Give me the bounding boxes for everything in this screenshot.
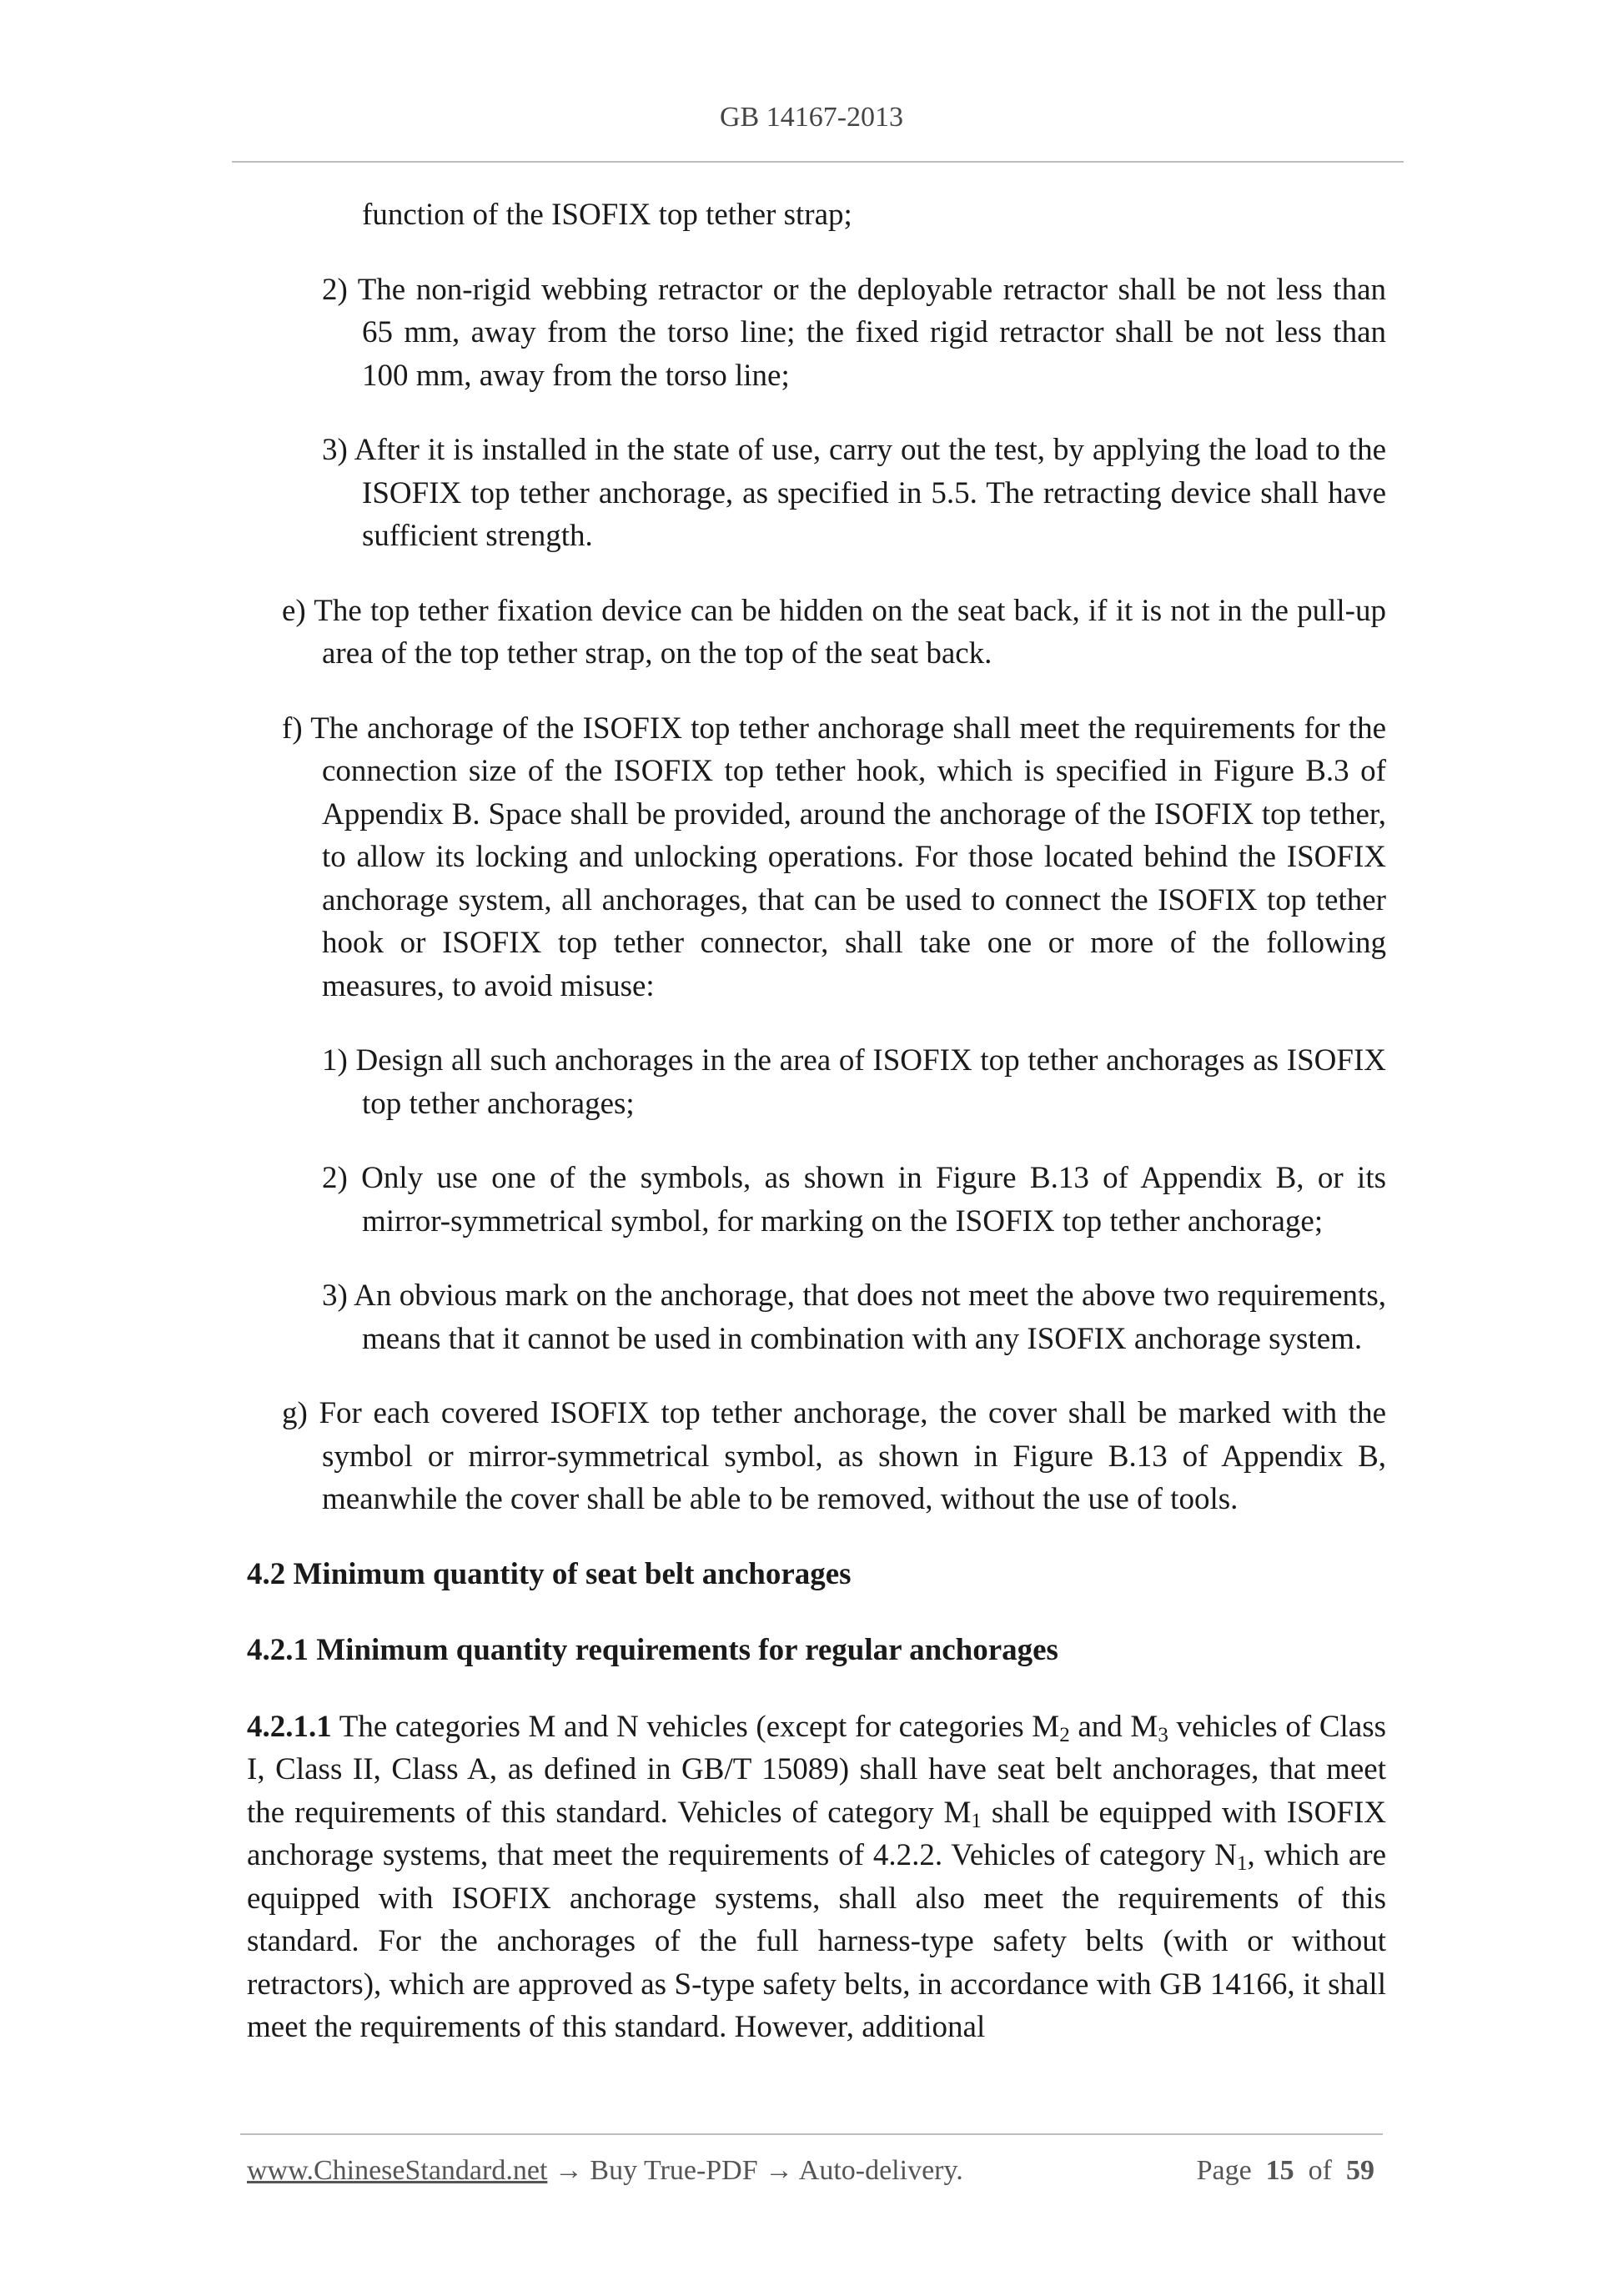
- footer-links: [247, 2155, 963, 2187]
- subscript: 2: [1059, 1723, 1070, 1746]
- paragraph-continuation: function of the ISOFIX top tether strap;: [362, 198, 852, 232]
- list-item-d3: 3) After it is installed in the state of use, carry out the test, by applying the load to the ISOFIX top tether anchorage, as specified in 5.5. The retracting device shall have sufficient strength.: [322, 433, 1386, 553]
- list-item-f: f) The anchorage of the ISOFIX top tether anchorage shall meet the requirements for the connection size of the ISOFIX top tether hook, which is specified in Figure B.3 of Appendix B. Space shall be provided, around the anchorage of the ISOFIX top tether, to allow its locking and unlocking operations. For those located behind the ISOFIX anchorage system, all anchorages, that can be used to connect the ISOFIX top tether hook or ISOFIX top tether connector, shall take one or more of the following measures, to avoid misuse:: [282, 711, 1386, 1003]
- subscript: 3: [1158, 1723, 1168, 1746]
- clause-4-2-1-1: [247, 1706, 1386, 2049]
- page-total: 59: [1346, 2155, 1374, 2186]
- clause-text-part: The categories M and N vehicles (except for categories M: [331, 1709, 1060, 1744]
- list-item-f2: 2) Only use one of the symbols, as shown in Figure B.13 of Appendix B, or its mirror-symmetrical symbol, for marking on the ISOFIX top tether anchorage;: [322, 1161, 1386, 1238]
- list-item-d2: 2) The non-rigid webbing retractor or the deployable retractor shall be not less than 65 mm, away from the torso line; the fixed rigid retractor shall be not less than 100 mm, away from the torso line;: [322, 272, 1386, 393]
- page-body: [247, 193, 1386, 2081]
- clause-text-part: and M: [1069, 1709, 1158, 1744]
- page-number: 15: [1265, 2155, 1294, 2186]
- of-label: of: [1308, 2155, 1332, 2186]
- buy-pdf-text: Buy True-PDF: [590, 2155, 758, 2186]
- page-indicator: [1197, 2155, 1374, 2187]
- document-header: GB 14167-2013: [719, 102, 904, 133]
- section-heading-4-2-1: 4.2.1 Minimum quantity requirements for regular anchorages: [247, 1633, 1058, 1667]
- clause-text-part: shall be equipped with ISOFIX anchorage systems, that meet the requirements of 4.2.2. Vehicles of category N: [247, 1795, 1386, 1872]
- arrow-right-icon: →: [547, 2155, 590, 2186]
- clause-number: 4.2.1.1: [247, 1709, 332, 1744]
- list-item-f1: 1) Design all such anchorages in the area of ISOFIX top tether anchorages as ISOFIX top tether anchorages;: [322, 1043, 1386, 1121]
- list-item-e: e) The top tether fixation device can be hidden on the seat back, if it is not in the pull-up area of the top tether strap, on the top of the seat back.: [282, 593, 1386, 671]
- clause-text-part: vehicles of Class I, Class II, Class A, as defined in GB/T 15089) shall have seat belt anchorages, that meet the requirements of this standard. Vehicles of category M: [247, 1709, 1386, 1830]
- footer-divider: [240, 2133, 1383, 2135]
- list-item-g: g) For each covered ISOFIX top tether anchorage, the cover shall be marked with the symbol or mirror-symmetrical symbol, as shown in Figure B.13 of Appendix B, meanwhile the cover shall be able to be removed, without the use of tools.: [282, 1396, 1386, 1516]
- arrow-right-icon: →: [757, 2155, 799, 2186]
- list-item-f3: 3) An obvious mark on the anchorage, that does not meet the above two requirements, means that it cannot be used in combination with any ISOFIX anchorage system.: [322, 1279, 1386, 1356]
- page-label: Page: [1196, 2155, 1252, 2186]
- section-heading-4-2: 4.2 Minimum quantity of seat belt anchorages: [247, 1556, 852, 1591]
- clause-text-part: , which are equipped with ISOFIX anchorage systems, shall also meet the requirements of this standard. For the anchorages of the full harness-type safety belts (with or without retractors), which are approved as S-type safety belts, in accordance with GB 14166, it shall meet the requirements of this standard. However, additional: [247, 1838, 1386, 2044]
- subscript: 1: [971, 1809, 982, 1832]
- website-link[interactable]: www.ChineseStandard.net: [247, 2155, 548, 2186]
- header-divider: [232, 161, 1404, 163]
- subscript: 1: [1236, 1852, 1248, 1875]
- auto-delivery-text: Auto-delivery.: [798, 2155, 963, 2186]
